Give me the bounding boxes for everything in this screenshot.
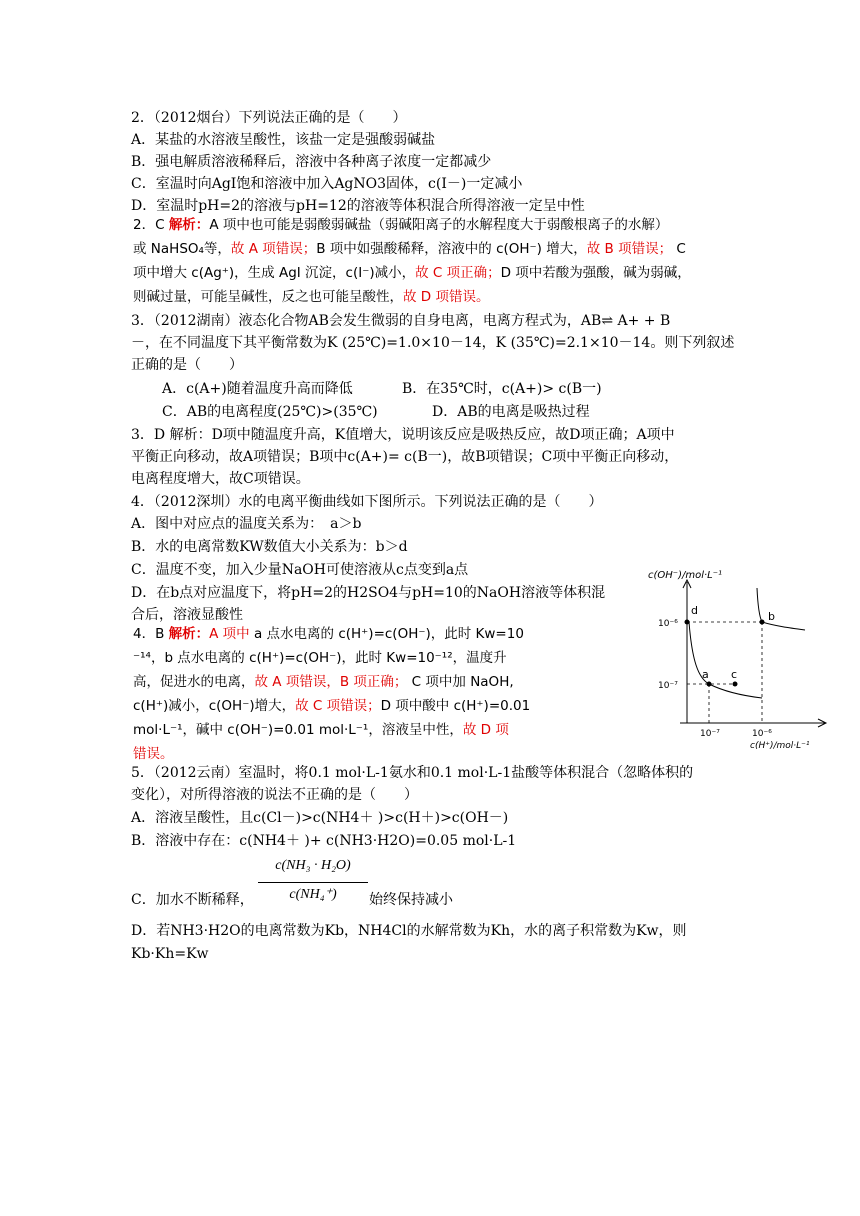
a2-text: C xyxy=(672,241,686,257)
q5-stem-line-2: 变化），对所得溶液的说法不正确的是（ ） xyxy=(131,787,418,803)
a4-conclusion: 错误。 xyxy=(133,746,174,762)
graph-curve-high-temp xyxy=(757,588,805,630)
a3-line-3: 电离程度增大，故C项错误。 xyxy=(131,471,310,487)
q4-option-a: A．图中对应点的温度关系为： a＞b xyxy=(131,516,362,532)
q3-stem-line-2: －，在不同温度下其平衡常数为K (25℃)=1.0×10－14，K (35℃)=2.1×10－14。则下列叙述 xyxy=(131,335,735,351)
q5-option-d-line-2: Kb·Kh=Kw xyxy=(131,946,209,962)
q3-option-a: A．c(A+)随着温度升高而降低 xyxy=(162,381,353,397)
graph-point-b xyxy=(760,620,765,625)
q5-option-c-suffix: 始终保持减小 xyxy=(369,892,453,908)
q5-fraction-bar xyxy=(258,882,368,883)
q3-option-d: D．AB的电离是吸热过程 xyxy=(432,404,590,420)
q5-fraction-numerator: c(NH₃ · H₂O) xyxy=(275,858,351,873)
q2-option-d: D．室温时pH=2的溶液与pH=12的溶液等体积混合所得溶液一定呈中性 xyxy=(131,198,585,214)
a4-text: mol·L⁻¹，碱中 c(OH⁻)=0.01 mol·L⁻¹，溶液呈中性， xyxy=(133,722,463,738)
graph-x-tick-high: 10⁻⁶ xyxy=(752,729,772,739)
a2-line-4 xyxy=(133,287,489,307)
a2-text: 或 NaHSO₄等， xyxy=(133,241,231,257)
graph-y-axis-label: c(OH⁻)/mol·L⁻¹ xyxy=(648,570,723,581)
a2-line-1 xyxy=(133,215,668,235)
a4-conclusion: 故 C 项错误； xyxy=(295,698,381,714)
a4-text: C 项中加 NaOH, xyxy=(407,674,514,690)
water-ionization-graph xyxy=(640,560,840,750)
q3-option-b: B．在35℃时，c(A+)> c(B一) xyxy=(402,381,602,397)
q5-option-a: A．溶液呈酸性，且c(Cl－)>c(NH4＋ )>c(H＋)>c(OH－) xyxy=(131,810,509,826)
a2-conclusion: 故 C 项正确； xyxy=(415,265,501,281)
a4-line-5 xyxy=(133,720,509,740)
q2-option-c: C．室温时向AgI饱和溶液中加入AgNO3固体，c(I－)一定减小 xyxy=(131,176,523,192)
graph-point-c xyxy=(733,682,738,687)
q3-option-c: C．AB的电离程度(25℃)>(35℃) xyxy=(162,404,378,420)
a4-answer-label: 4．B xyxy=(133,626,169,642)
graph-point-a xyxy=(707,682,712,687)
q5-fraction xyxy=(258,858,368,910)
a2-line-2 xyxy=(133,239,686,259)
a2-text: A 项中也可能是弱酸弱碱盐（弱碱阳离子的水解程度大于弱酸根离子的水解） xyxy=(209,217,669,233)
graph-y-tick-low: 10⁻⁷ xyxy=(658,681,678,691)
graph-point-d xyxy=(685,620,690,625)
a4-text: 高，促进水的电离， xyxy=(133,674,255,690)
graph-curve-low-temp xyxy=(689,622,762,698)
a4-text: c(H⁺)减小，c(OH⁻)增大， xyxy=(133,698,296,714)
q3-stem-line-3: 正确的是（ ） xyxy=(131,357,243,373)
q5-option-d-line-1: D．若NH3·H2O的电离常数为Kb，NH4Cl的水解常数为Kh，水的离子积常数为Kw，则 xyxy=(131,923,687,939)
a2-line-3 xyxy=(133,263,691,283)
a2-conclusion: 故 B 项错误； xyxy=(586,241,673,257)
a4-text: a 点水电离的 c(H⁺)=c(OH⁻)，此时 Kw=10 xyxy=(249,626,524,642)
a4-conclusion: 故 A 项错误， xyxy=(254,674,340,690)
graph-label-c: c xyxy=(731,668,738,681)
graph-label-a: a xyxy=(702,668,709,681)
graph-y-tick-high: 10⁻⁶ xyxy=(658,619,678,629)
q4-option-b: B．水的电离常数KW数值大小关系为：b＞d xyxy=(131,539,408,555)
a3-line-2: 平衡正向移动，故A项错误；B项中c(A+)= c(B一)，故B项错误；C项中平衡正向移动， xyxy=(131,449,679,465)
a3-line-1: 3．D 解析：D项中随温度升高，K值增大，说明该反应是吸热反应，故D项正确；A项中 xyxy=(131,427,675,443)
q4-option-d-line-2: 合后，溶液显酸性 xyxy=(131,607,243,623)
q3-stem-line-1: 3．（2012湖南）液态化合物AB会发生微弱的自身电离，电离方程式为，AB⇌ A+ + B xyxy=(131,313,671,329)
q4-option-d-line-1: D．在b点对应温度下，将pH=2的H2SO4与pH=10的NaOH溶液等体积混 xyxy=(131,585,606,601)
q5-option-c-prefix: C．加水不断稀释， xyxy=(131,892,254,908)
q4-option-c: C．温度不变，加入少量NaOH可使溶液从c点变到a点 xyxy=(131,562,469,578)
a4-line-6 xyxy=(133,744,174,764)
a4-line-3 xyxy=(133,672,514,692)
a2-text: 项中增大 c(Ag⁺)，生成 AgI 沉淀，c(I⁻)减小， xyxy=(133,265,416,281)
q2-option-b: B．强电解质溶液稀释后，溶液中各种离子浓度一定都减少 xyxy=(131,154,492,170)
q2-stem: 2．（2012烟台）下列说法正确的是（ ） xyxy=(131,110,407,126)
q5-fraction-denominator: c(NH₄⁺) xyxy=(289,887,337,902)
graph-label-b: b xyxy=(768,610,775,623)
a4-conclusion: B 项正确； xyxy=(339,674,408,690)
graph-x-tick-low: 10⁻⁷ xyxy=(700,729,720,739)
a4-conclusion: 故 D 项 xyxy=(462,722,509,738)
q5-option-b: B．溶液中存在：c(NH4＋ )+ c(NH3·H2O)=0.05 mol·L-1 xyxy=(131,833,517,849)
a4-conclusion: A 项中 xyxy=(209,626,250,642)
a2-text: D 项中若酸为强酸，碱为弱碱， xyxy=(500,265,691,281)
graph-x-axis-label: c(H⁺)/mol·L⁻¹ xyxy=(750,741,810,750)
a2-text: 则碱过量，可能呈碱性，反之也可能呈酸性， xyxy=(133,289,403,305)
a4-text: D 项中酸中 c(H⁺)=0.01 xyxy=(380,698,531,714)
a4-line-4 xyxy=(133,696,530,716)
a4-analysis-label: 解析： xyxy=(168,626,210,642)
graph-label-d: d xyxy=(691,604,698,617)
a4-line-1 xyxy=(133,624,524,644)
a2-conclusion: 故 D 项错误。 xyxy=(403,289,490,305)
a2-conclusion: 故 A 项错误； xyxy=(230,241,317,257)
a2-analysis-label: 解析： xyxy=(168,217,210,233)
q5-stem-line-1: 5．（2012云南）室温时，将0.1 mol·L-1氨水和0.1 mol·L-1盐酸等体积混合（忽略体积的 xyxy=(131,765,694,781)
a4-line-2: ⁻¹⁴，b 点水电离的 c(H⁺)=c(OH⁻)，此时 Kw=10⁻¹²，温度升 xyxy=(133,650,507,666)
a2-text: B 项中如强酸稀释，溶液中的 c(OH⁻) 增大， xyxy=(316,241,587,257)
q2-option-a: A．某盐的水溶液呈酸性，该盐一定是强酸弱碱盐 xyxy=(131,132,436,148)
q4-stem: 4．（2012深圳）水的电离平衡曲线如下图所示。下列说法正确的是（ ） xyxy=(131,494,603,510)
a2-answer-label: 2．C xyxy=(133,217,169,233)
